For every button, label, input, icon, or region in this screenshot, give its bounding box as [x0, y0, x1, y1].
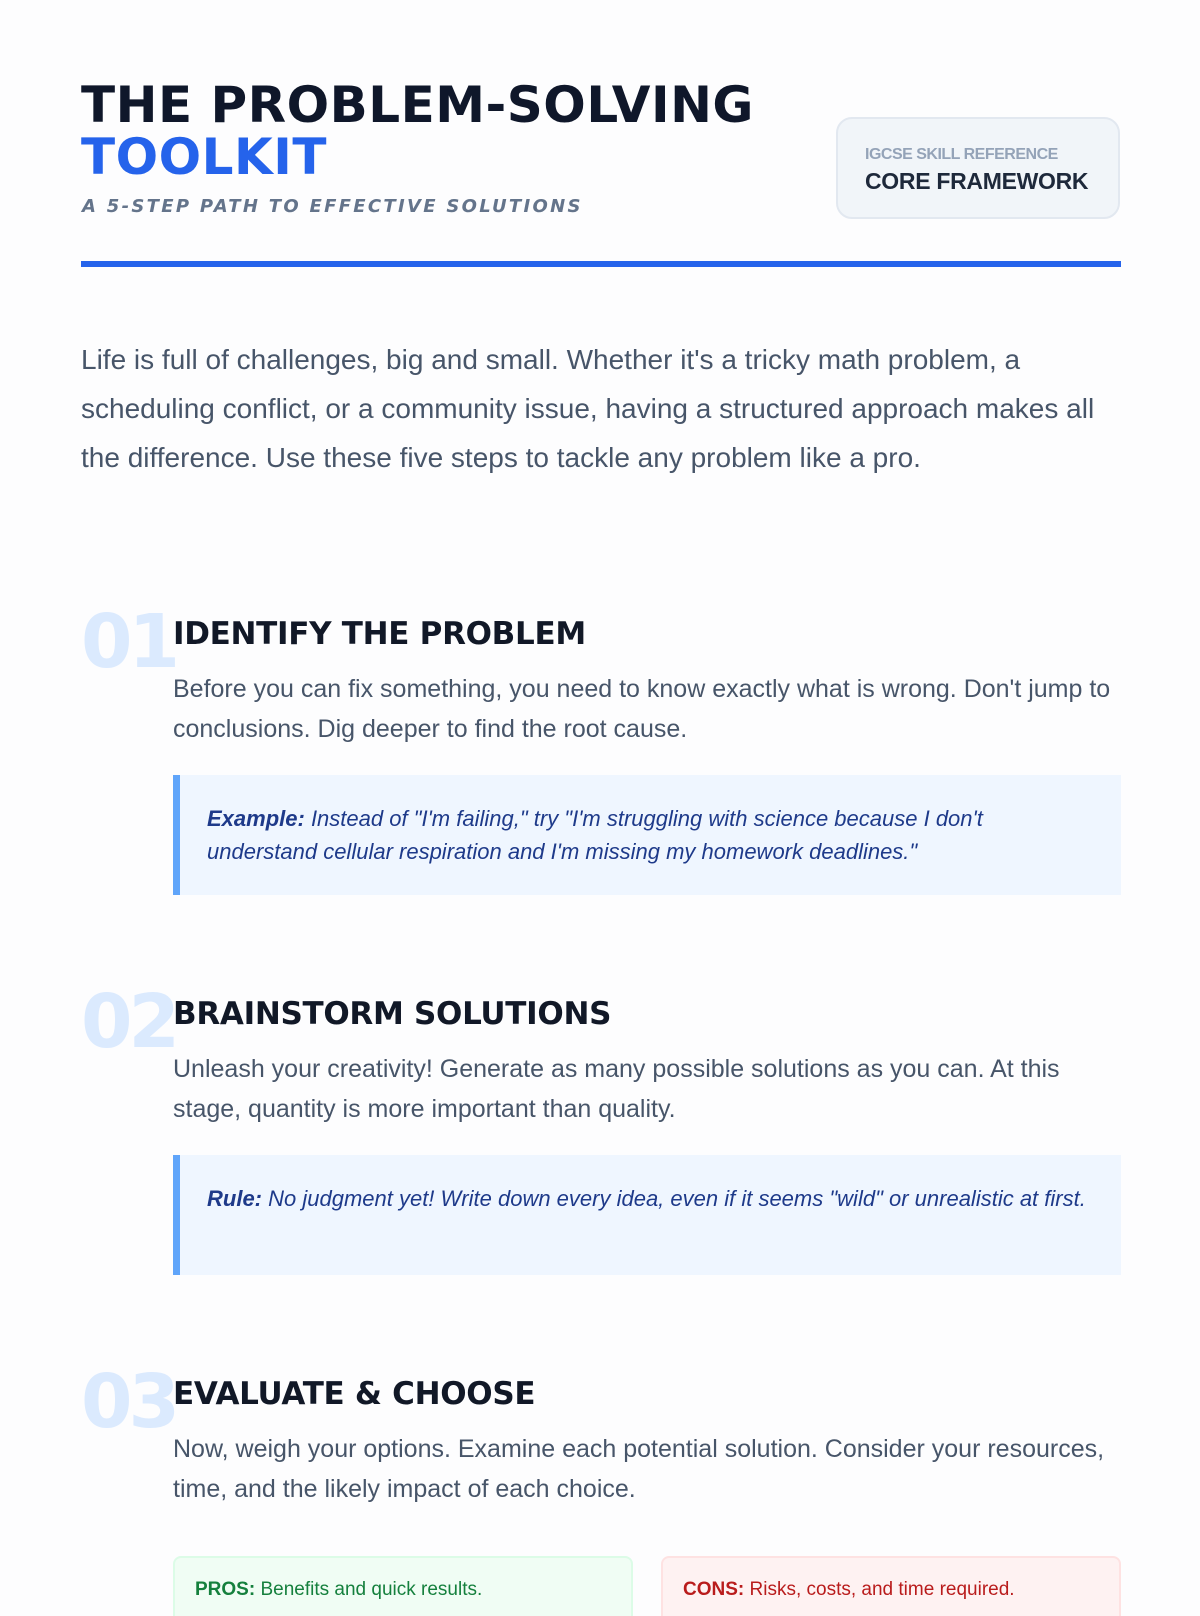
cons-text: Risks, costs, and time required. [744, 1579, 1015, 1600]
callout-text: Instead of "I'm failing," try "I'm struggling with science because I don't understand cellular respiration and I'm missing my homework deadlines." [207, 806, 983, 864]
header [81, 0, 1121, 270]
step-number: 03 [81, 1359, 176, 1445]
step-title: BRAINSTORM SOLUTIONS [173, 996, 612, 1032]
pros-label: PROS: [195, 1579, 256, 1600]
step-number: 02 [81, 979, 176, 1065]
rule-callout [173, 1155, 1121, 1275]
cons-label: CONS: [683, 1579, 745, 1600]
intro-paragraph: Life is full of challenges, big and small. Whether it's a tricky math problem, a scheduling conflict, or a community issue, having a structured approach makes all the difference. Use these five steps to tackle any problem like a pro. [81, 344, 1095, 473]
callout-text: No judgment yet! Write down every idea, even if it seems "wild" or unrealistic at first. [262, 1186, 1086, 1211]
reference-label: IGCSE SKILL REFERENCE [865, 146, 1058, 163]
pros-box [173, 1556, 633, 1616]
step-number: 01 [81, 599, 176, 685]
title-line-1: THE PROBLEM-SOLVING [81, 76, 754, 134]
callout-label: Example: [207, 806, 305, 831]
pros-cons-row [173, 1556, 1121, 1616]
cons-box [661, 1556, 1121, 1616]
step-description: Now, weigh your options. Examine each potential solution. Consider your resources, time, and the likely impact of each choice. [173, 1435, 1105, 1503]
header-divider [81, 261, 1121, 267]
reference-title: CORE FRAMEWORK [865, 168, 1089, 194]
step-description: Before you can fix something, you need to know exactly what is wrong. Don't jump to conclusions. Dig deeper to find the root cause. [173, 675, 1111, 743]
title-line-2: TOOLKIT [81, 128, 327, 186]
example-callout [173, 775, 1121, 895]
subtitle: A 5-STEP PATH TO EFFECTIVE SOLUTIONS [82, 196, 583, 217]
step-title: IDENTIFY THE PROBLEM [173, 616, 586, 652]
step-title: EVALUATE & CHOOSE [173, 1376, 536, 1412]
reference-card [836, 117, 1120, 219]
document-page [81, 0, 1121, 1600]
step-description: Unleash your creativity! Generate as many possible solutions as you can. At this stage, quantity is more important than quality. [173, 1055, 1060, 1123]
pros-text: Benefits and quick results. [255, 1579, 483, 1600]
callout-label: Rule: [207, 1186, 262, 1211]
